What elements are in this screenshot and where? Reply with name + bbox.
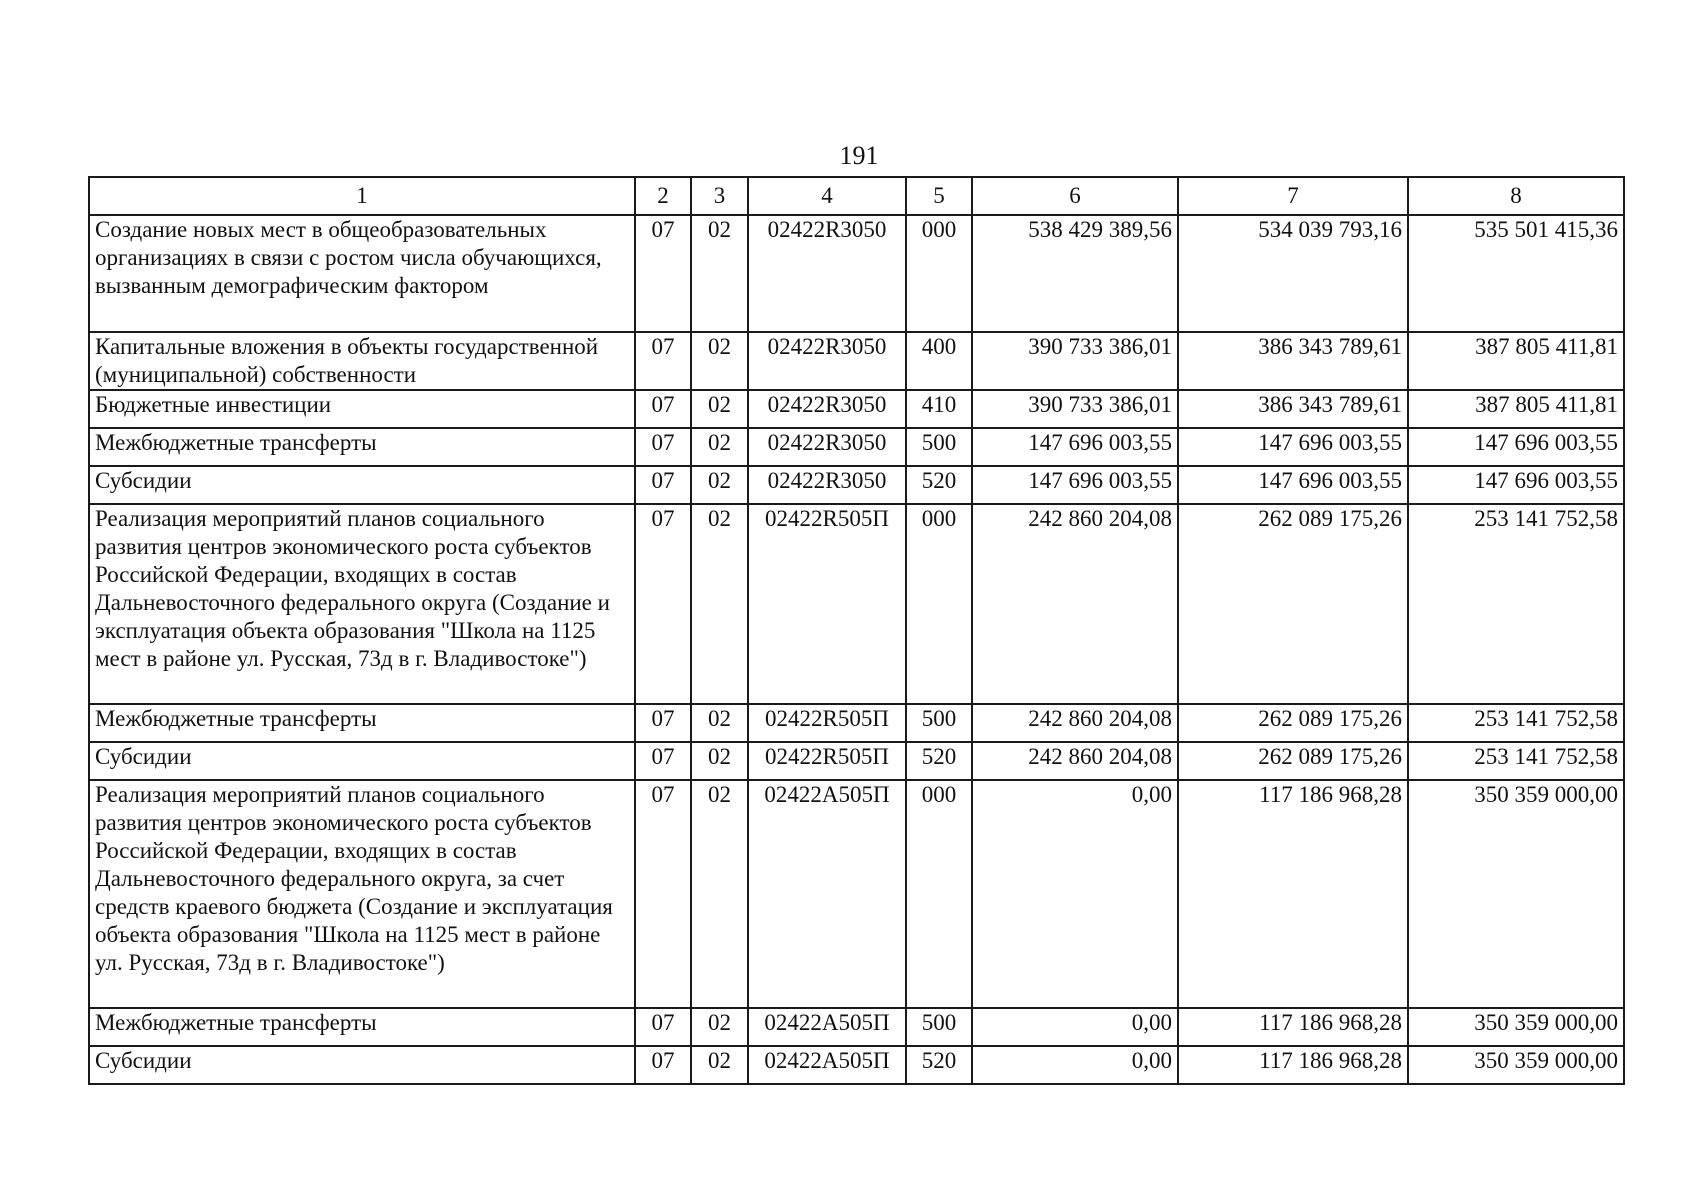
expense-type-code: 520 — [906, 1046, 972, 1084]
subsection-code: 02 — [691, 332, 748, 390]
row-name: Субсидии — [89, 466, 635, 504]
subsection-code: 02 — [691, 466, 748, 504]
expense-type-code: 400 — [906, 332, 972, 390]
amount-col8: 350 359 000,00 — [1408, 1008, 1624, 1046]
row-name: Создание новых мест в общеобразовательных организациях в связи с ростом числа обучающихся, вызванным демографическим фактором — [89, 215, 635, 332]
table-row — [89, 466, 1624, 504]
expense-type-code: 500 — [906, 428, 972, 466]
expense-type-code: 000 — [906, 215, 972, 332]
header-cell: 6 — [972, 177, 1178, 215]
row-name: Капитальные вложения в объекты государственной (муниципальной) собственности — [89, 332, 635, 390]
amount-col7: 117 186 968,28 — [1178, 1046, 1408, 1084]
amount-col6: 538 429 389,56 — [972, 215, 1178, 332]
amount-col7: 386 343 789,61 — [1178, 390, 1408, 428]
row-name: Бюджетные инвестиции — [89, 390, 635, 428]
header-row — [89, 177, 1624, 215]
budget-table — [88, 176, 1625, 1085]
amount-col6: 242 860 204,08 — [972, 704, 1178, 742]
target-article-code: 02422А505П — [748, 780, 906, 1008]
expense-type-code: 000 — [906, 504, 972, 704]
subsection-code: 02 — [691, 390, 748, 428]
subsection-code: 02 — [691, 704, 748, 742]
amount-col7: 147 696 003,55 — [1178, 466, 1408, 504]
section-code: 07 — [635, 1046, 691, 1084]
row-name: Межбюджетные трансферты — [89, 1008, 635, 1046]
amount-col6: 242 860 204,08 — [972, 504, 1178, 704]
subsection-code: 02 — [691, 780, 748, 1008]
table-row — [89, 1046, 1624, 1084]
amount-col8: 387 805 411,81 — [1408, 390, 1624, 428]
target-article-code: 02422R505П — [748, 504, 906, 704]
header-cell: 8 — [1408, 177, 1624, 215]
amount-col7: 117 186 968,28 — [1178, 780, 1408, 1008]
section-code: 07 — [635, 742, 691, 780]
section-code: 07 — [635, 332, 691, 390]
expense-type-code: 520 — [906, 466, 972, 504]
table-row — [89, 428, 1624, 466]
table-row — [89, 215, 1624, 332]
subsection-code: 02 — [691, 1046, 748, 1084]
amount-col7: 117 186 968,28 — [1178, 1008, 1408, 1046]
amount-col8: 253 141 752,58 — [1408, 704, 1624, 742]
header-cell: 3 — [691, 177, 748, 215]
amount-col8: 147 696 003,55 — [1408, 428, 1624, 466]
header-cell: 2 — [635, 177, 691, 215]
target-article-code: 02422R3050 — [748, 390, 906, 428]
expense-type-code: 410 — [906, 390, 972, 428]
target-article-code: 02422А505П — [748, 1046, 906, 1084]
section-code: 07 — [635, 215, 691, 332]
row-name: Реализация мероприятий планов социального развития центров экономического роста субъектов Российской Федерации, входящих в состав Дальневосточного федерального округа (Создание и эксплуатация объекта образования "Школа на 1125 мест в районе ул. Русская, 73д в г. Владивостоке") — [89, 504, 635, 704]
amount-col6: 0,00 — [972, 780, 1178, 1008]
section-code: 07 — [635, 390, 691, 428]
amount-col8: 535 501 415,36 — [1408, 215, 1624, 332]
table-row — [89, 742, 1624, 780]
row-name: Межбюджетные трансферты — [89, 428, 635, 466]
header-cell: 4 — [748, 177, 906, 215]
table-row — [89, 390, 1624, 428]
table-row — [89, 332, 1624, 390]
section-code: 07 — [635, 466, 691, 504]
expense-type-code: 520 — [906, 742, 972, 780]
subsection-code: 02 — [691, 215, 748, 332]
amount-col6: 147 696 003,55 — [972, 428, 1178, 466]
target-article-code: 02422А505П — [748, 1008, 906, 1046]
section-code: 07 — [635, 504, 691, 704]
target-article-code: 02422R3050 — [748, 215, 906, 332]
expense-type-code: 000 — [906, 780, 972, 1008]
table-row — [89, 1008, 1624, 1046]
amount-col6: 390 733 386,01 — [972, 332, 1178, 390]
section-code: 07 — [635, 780, 691, 1008]
amount-col7: 262 089 175,26 — [1178, 742, 1408, 780]
expense-type-code: 500 — [906, 704, 972, 742]
amount-col6: 390 733 386,01 — [972, 390, 1178, 428]
amount-col7: 386 343 789,61 — [1178, 332, 1408, 390]
subsection-code: 02 — [691, 1008, 748, 1046]
amount-col8: 253 141 752,58 — [1408, 504, 1624, 704]
target-article-code: 02422R505П — [748, 742, 906, 780]
amount-col6: 242 860 204,08 — [972, 742, 1178, 780]
amount-col6: 0,00 — [972, 1046, 1178, 1084]
amount-col7: 262 089 175,26 — [1178, 704, 1408, 742]
header-cell: 7 — [1178, 177, 1408, 215]
page-number: 191 — [839, 141, 879, 170]
header-cell: 1 — [89, 177, 635, 215]
table-row — [89, 704, 1624, 742]
row-name: Субсидии — [89, 1046, 635, 1084]
amount-col6: 0,00 — [972, 1008, 1178, 1046]
target-article-code: 02422R3050 — [748, 428, 906, 466]
row-name: Межбюджетные трансферты — [89, 704, 635, 742]
row-name: Реализация мероприятий планов социального развития центров экономического роста субъектов Российской Федерации, входящих в состав Дальневосточного федерального округа, за счет средств краевого бюджета (Создание и эксплуатация объекта образования "Школа на 1125 мест в районе ул. Русская, 73д в г. Владивостоке") — [89, 780, 635, 1008]
target-article-code: 02422R3050 — [748, 466, 906, 504]
row-name: Субсидии — [89, 742, 635, 780]
section-code: 07 — [635, 704, 691, 742]
amount-col7: 534 039 793,16 — [1178, 215, 1408, 332]
target-article-code: 02422R505П — [748, 704, 906, 742]
amount-col7: 262 089 175,26 — [1178, 504, 1408, 704]
subsection-code: 02 — [691, 504, 748, 704]
amount-col8: 387 805 411,81 — [1408, 332, 1624, 390]
amount-col8: 350 359 000,00 — [1408, 780, 1624, 1008]
section-code: 07 — [635, 1008, 691, 1046]
table-row — [89, 780, 1624, 1008]
subsection-code: 02 — [691, 428, 748, 466]
amount-col8: 350 359 000,00 — [1408, 1046, 1624, 1084]
amount-col8: 253 141 752,58 — [1408, 742, 1624, 780]
target-article-code: 02422R3050 — [748, 332, 906, 390]
amount-col7: 147 696 003,55 — [1178, 428, 1408, 466]
table-row — [89, 504, 1624, 704]
amount-col6: 147 696 003,55 — [972, 466, 1178, 504]
header-cell: 5 — [906, 177, 972, 215]
section-code: 07 — [635, 428, 691, 466]
subsection-code: 02 — [691, 742, 748, 780]
expense-type-code: 500 — [906, 1008, 972, 1046]
amount-col8: 147 696 003,55 — [1408, 466, 1624, 504]
